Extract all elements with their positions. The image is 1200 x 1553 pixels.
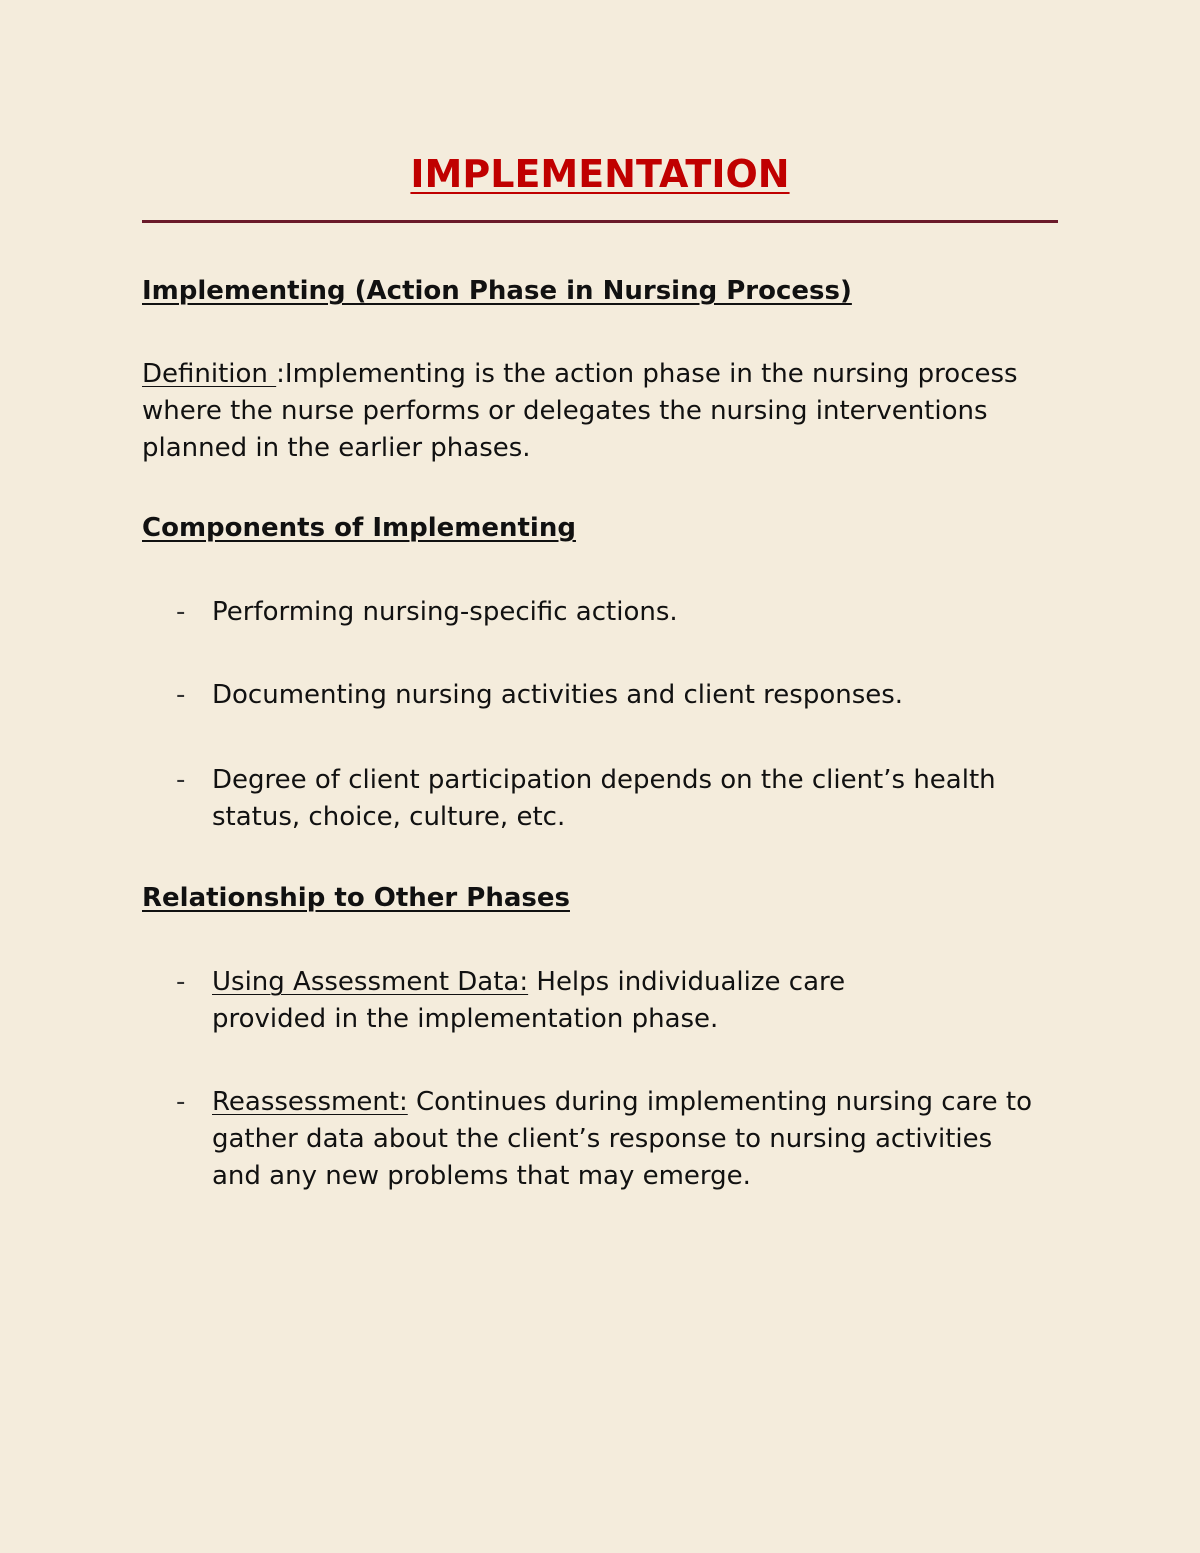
- list-item-text: Performing nursing-specific actions.: [212, 597, 678, 627]
- list-item-text: Documenting nursing activities and client responses.: [212, 680, 904, 710]
- heading-components: Components of Implementing: [142, 513, 576, 543]
- definition-paragraph: [142, 356, 1042, 467]
- bullet-dash: -: [176, 597, 186, 627]
- heading-implementing: Implementing (Action Phase in Nursing Process): [142, 276, 852, 306]
- list-item-label: Reassessment:: [212, 1087, 408, 1117]
- definition-text: :Implementing is the action phase in the nursing process where the nurse performs or delegates the nursing interventions planned in the earlier phases.: [142, 359, 1018, 463]
- list-item-text: Degree of client participation depends on the client’s health status, choice, culture, etc.: [212, 765, 996, 832]
- list-item-text: [212, 1084, 1042, 1195]
- list-item-label: Using Assessment Data:: [212, 967, 529, 997]
- bullet-dash: -: [176, 1087, 186, 1117]
- definition-label: Definition: [142, 359, 277, 389]
- bullet-dash: -: [176, 765, 186, 795]
- heading-relationship: Relationship to Other Phases: [142, 883, 570, 913]
- list-item-body: Continues during implementing nursing care to gather data about the client’s response to nursing activities and any new problems that may emerge.: [212, 1087, 1033, 1191]
- list-item-body: Helps individualize care provided in the implementation phase.: [212, 967, 846, 1034]
- bullet-dash: -: [176, 680, 186, 710]
- list-item-text: [212, 964, 952, 1038]
- bullet-dash: -: [176, 967, 186, 997]
- title-divider: [142, 220, 1058, 223]
- page-title: IMPLEMENTATION: [410, 152, 790, 196]
